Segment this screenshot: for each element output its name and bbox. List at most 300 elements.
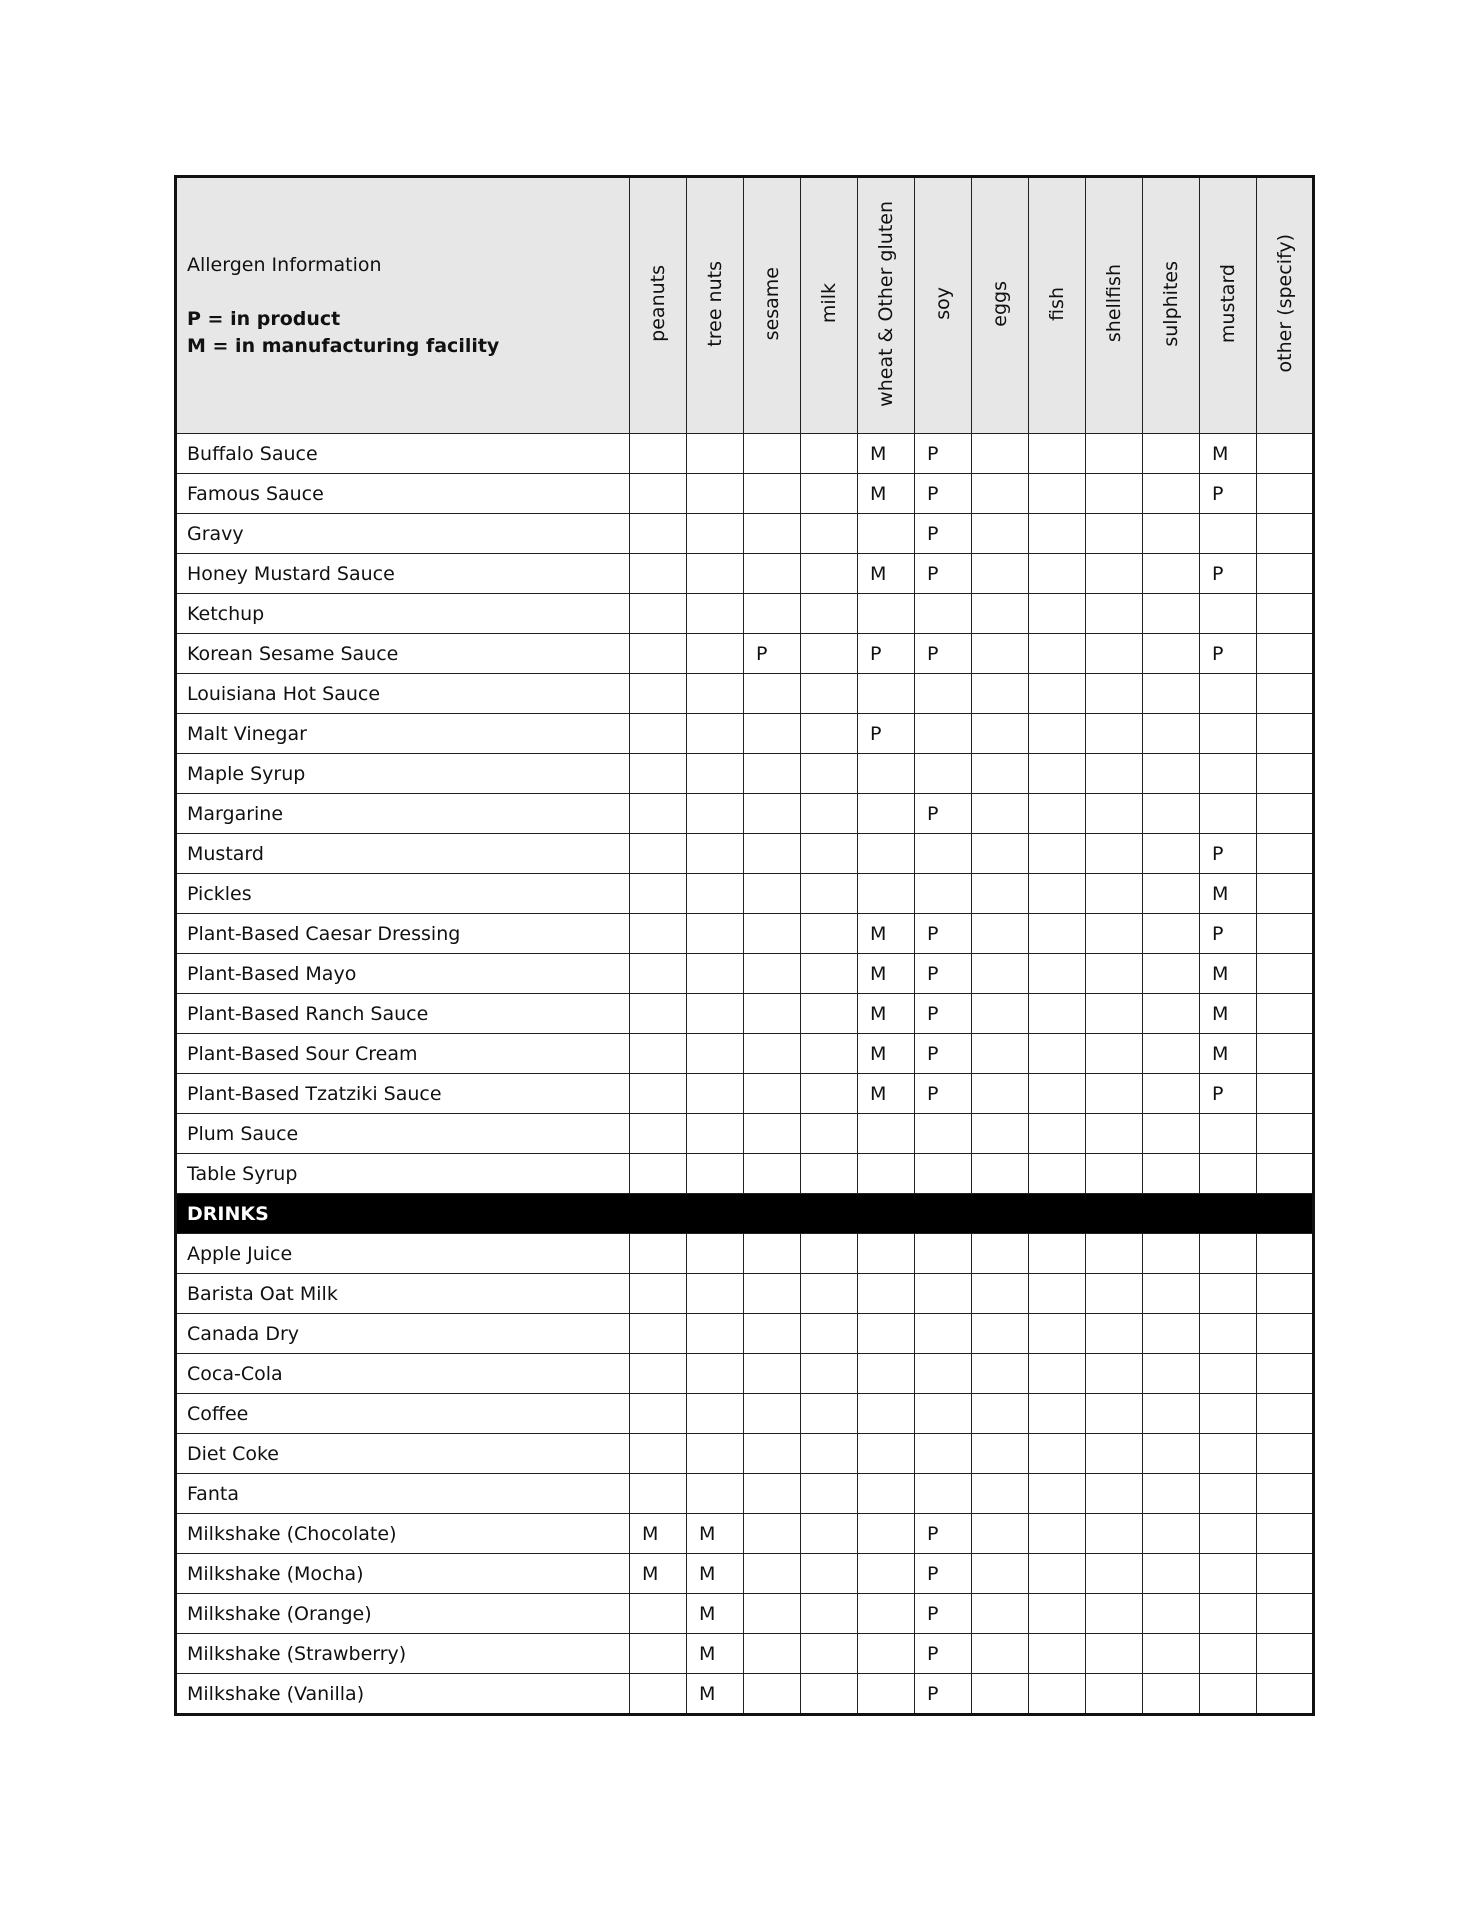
allergen-cell-wheat-other-gluten — [858, 1514, 915, 1554]
allergen-cell-tree-nuts — [687, 634, 744, 674]
allergen-cell-sesame — [744, 674, 801, 714]
table-title: Allergen Information — [187, 253, 382, 276]
allergen-cell-sesame — [744, 1274, 801, 1314]
allergen-cell-sulphites — [1143, 594, 1200, 634]
allergen-cell-sesame — [744, 1234, 801, 1274]
allergen-cell-fish — [1029, 914, 1086, 954]
allergen-cell-mustard: P — [1200, 634, 1257, 674]
allergen-cell-peanuts: M — [630, 1514, 687, 1554]
allergen-cell-soy: P — [915, 994, 972, 1034]
allergen-cell-sulphites — [1143, 674, 1200, 714]
allergen-cell-fish — [1029, 1434, 1086, 1474]
table-row — [176, 874, 1314, 914]
allergen-cell-sesame — [744, 954, 801, 994]
allergen-cell-soy — [915, 714, 972, 754]
allergen-cell-tree-nuts — [687, 1074, 744, 1114]
allergen-cell-fish — [1029, 1314, 1086, 1354]
allergen-cell-sulphites — [1143, 1154, 1200, 1194]
allergen-cell-wheat-other-gluten — [858, 1314, 915, 1354]
allergen-cell-mustard — [1200, 1674, 1257, 1715]
allergen-cell-milk — [801, 1394, 858, 1434]
allergen-cell-soy: P — [915, 1034, 972, 1074]
allergen-cell-fish — [1029, 474, 1086, 514]
allergen-cell-fish — [1029, 1594, 1086, 1634]
allergen-cell-mustard — [1200, 1434, 1257, 1474]
allergen-cell-shellfish — [1086, 714, 1143, 754]
allergen-cell-eggs — [972, 794, 1029, 834]
table-row — [176, 1154, 1314, 1194]
table-row — [176, 1674, 1314, 1715]
legend-m: M = in manufacturing facility — [187, 334, 500, 357]
allergen-cell-sulphites — [1143, 514, 1200, 554]
allergen-cell-mustard — [1200, 1394, 1257, 1434]
item-name: Buffalo Sauce — [176, 434, 630, 474]
allergen-cell-sulphites — [1143, 914, 1200, 954]
allergen-cell-other-specify — [1257, 754, 1314, 794]
allergen-cell-wheat-other-gluten — [858, 1354, 915, 1394]
allergen-cell-shellfish — [1086, 954, 1143, 994]
allergen-cell-soy: P — [915, 634, 972, 674]
allergen-cell-milk — [801, 754, 858, 794]
allergen-cell-mustard — [1200, 714, 1257, 754]
allergen-cell-tree-nuts — [687, 714, 744, 754]
allergen-label: peanuts — [647, 265, 669, 342]
allergen-cell-wheat-other-gluten — [858, 794, 915, 834]
allergen-cell-milk — [801, 1114, 858, 1154]
allergen-cell-wheat-other-gluten — [858, 594, 915, 634]
allergen-cell-milk — [801, 1634, 858, 1674]
allergen-cell-peanuts — [630, 714, 687, 754]
item-name: Plant-Based Ranch Sauce — [176, 994, 630, 1034]
allergen-cell-peanuts — [630, 554, 687, 594]
allergen-cell-sulphites — [1143, 1034, 1200, 1074]
allergen-label: tree nuts — [704, 260, 726, 347]
allergen-header-other-specify — [1257, 177, 1314, 434]
allergen-cell-tree-nuts: M — [687, 1634, 744, 1674]
allergen-cell-shellfish — [1086, 1234, 1143, 1274]
legend-p: P = in product — [187, 307, 341, 330]
allergen-cell-sulphites — [1143, 554, 1200, 594]
table-row — [176, 714, 1314, 754]
allergen-cell-tree-nuts — [687, 1034, 744, 1074]
allergen-cell-fish — [1029, 954, 1086, 994]
allergen-cell-eggs — [972, 1674, 1029, 1715]
allergen-cell-sesame — [744, 754, 801, 794]
item-name: Louisiana Hot Sauce — [176, 674, 630, 714]
allergen-cell-other-specify — [1257, 1314, 1314, 1354]
allergen-cell-milk — [801, 1074, 858, 1114]
allergen-cell-tree-nuts — [687, 914, 744, 954]
allergen-cell-sulphites — [1143, 434, 1200, 474]
allergen-cell-peanuts — [630, 1234, 687, 1274]
item-name: Plant-Based Caesar Dressing — [176, 914, 630, 954]
allergen-cell-other-specify — [1257, 1554, 1314, 1594]
allergen-cell-tree-nuts — [687, 954, 744, 994]
allergen-cell-mustard — [1200, 794, 1257, 834]
table-row — [176, 1514, 1314, 1554]
allergen-cell-other-specify — [1257, 1354, 1314, 1394]
allergen-cell-sesame — [744, 1074, 801, 1114]
allergen-cell-other-specify — [1257, 954, 1314, 994]
allergen-cell-fish — [1029, 1234, 1086, 1274]
allergen-cell-eggs — [972, 1594, 1029, 1634]
allergen-cell-shellfish — [1086, 914, 1143, 954]
table-row — [176, 594, 1314, 634]
allergen-cell-other-specify — [1257, 1634, 1314, 1674]
allergen-cell-milk — [801, 474, 858, 514]
allergen-cell-sulphites — [1143, 994, 1200, 1034]
allergen-cell-other-specify — [1257, 914, 1314, 954]
allergen-cell-tree-nuts — [687, 794, 744, 834]
allergen-cell-soy — [915, 1434, 972, 1474]
allergen-cell-sesame — [744, 1154, 801, 1194]
allergen-cell-other-specify — [1257, 714, 1314, 754]
item-name: Gravy — [176, 514, 630, 554]
allergen-cell-eggs — [972, 1394, 1029, 1434]
allergen-cell-eggs — [972, 914, 1029, 954]
allergen-cell-mustard — [1200, 1114, 1257, 1154]
allergen-cell-mustard — [1200, 1514, 1257, 1554]
allergen-cell-fish — [1029, 1674, 1086, 1715]
allergen-cell-soy — [915, 594, 972, 634]
table-row — [176, 1554, 1314, 1594]
allergen-cell-sulphites — [1143, 1674, 1200, 1715]
item-name: Barista Oat Milk — [176, 1274, 630, 1314]
item-name: Plant-Based Mayo — [176, 954, 630, 994]
allergen-cell-milk — [801, 834, 858, 874]
table-row — [176, 674, 1314, 714]
allergen-cell-sesame — [744, 714, 801, 754]
allergen-cell-other-specify — [1257, 874, 1314, 914]
allergen-cell-tree-nuts — [687, 1314, 744, 1354]
item-name: Canada Dry — [176, 1314, 630, 1354]
allergen-cell-milk — [801, 1034, 858, 1074]
item-name: Milkshake (Vanilla) — [176, 1674, 630, 1715]
allergen-cell-soy: P — [915, 514, 972, 554]
allergen-cell-other-specify — [1257, 514, 1314, 554]
allergen-cell-other-specify — [1257, 1234, 1314, 1274]
item-name: Mustard — [176, 834, 630, 874]
allergen-cell-sulphites — [1143, 1554, 1200, 1594]
allergen-label: other (specify) — [1273, 234, 1296, 373]
allergen-cell-mustard — [1200, 1274, 1257, 1314]
allergen-cell-eggs — [972, 834, 1029, 874]
allergen-cell-milk — [801, 1594, 858, 1634]
header-title-cell — [176, 177, 630, 434]
allergen-cell-shellfish — [1086, 794, 1143, 834]
allergen-cell-shellfish — [1086, 1314, 1143, 1354]
table-row — [176, 954, 1314, 994]
item-name: Honey Mustard Sauce — [176, 554, 630, 594]
table-body — [176, 434, 1314, 1715]
allergen-cell-other-specify — [1257, 1474, 1314, 1514]
table-row — [176, 634, 1314, 674]
allergen-cell-shellfish — [1086, 554, 1143, 594]
allergen-cell-soy: P — [915, 914, 972, 954]
allergen-cell-shellfish — [1086, 1594, 1143, 1634]
table-row — [176, 834, 1314, 874]
allergen-cell-tree-nuts — [687, 834, 744, 874]
allergen-cell-other-specify — [1257, 554, 1314, 594]
allergen-cell-sulphites — [1143, 1234, 1200, 1274]
allergen-cell-peanuts — [630, 994, 687, 1034]
allergen-cell-wheat-other-gluten — [858, 1114, 915, 1154]
allergen-cell-milk — [801, 794, 858, 834]
allergen-cell-wheat-other-gluten: M — [858, 434, 915, 474]
allergen-cell-tree-nuts — [687, 594, 744, 634]
allergen-cell-shellfish — [1086, 1354, 1143, 1394]
allergen-cell-sesame — [744, 1034, 801, 1074]
allergen-cell-peanuts — [630, 1034, 687, 1074]
allergen-cell-wheat-other-gluten — [858, 874, 915, 914]
allergen-cell-sulphites — [1143, 474, 1200, 514]
allergen-cell-other-specify — [1257, 1074, 1314, 1114]
allergen-cell-sesame — [744, 1354, 801, 1394]
allergen-cell-shellfish — [1086, 1554, 1143, 1594]
allergen-cell-wheat-other-gluten: P — [858, 714, 915, 754]
allergen-cell-wheat-other-gluten: M — [858, 954, 915, 994]
allergen-cell-fish — [1029, 1074, 1086, 1114]
allergen-cell-other-specify — [1257, 834, 1314, 874]
allergen-cell-sesame — [744, 1674, 801, 1715]
allergen-cell-other-specify — [1257, 1274, 1314, 1314]
allergen-cell-eggs — [972, 474, 1029, 514]
allergen-cell-sulphites — [1143, 1114, 1200, 1154]
allergen-cell-other-specify — [1257, 674, 1314, 714]
allergen-cell-shellfish — [1086, 1474, 1143, 1514]
allergen-cell-sulphites — [1143, 1354, 1200, 1394]
allergen-cell-peanuts — [630, 1114, 687, 1154]
allergen-cell-mustard — [1200, 1474, 1257, 1514]
allergen-cell-other-specify — [1257, 594, 1314, 634]
allergen-cell-shellfish — [1086, 1434, 1143, 1474]
allergen-cell-wheat-other-gluten — [858, 834, 915, 874]
allergen-cell-mustard — [1200, 514, 1257, 554]
allergen-cell-sesame — [744, 1594, 801, 1634]
allergen-cell-wheat-other-gluten: M — [858, 554, 915, 594]
allergen-cell-milk — [801, 1514, 858, 1554]
allergen-cell-peanuts — [630, 1314, 687, 1354]
table-row — [176, 1114, 1314, 1154]
allergen-cell-other-specify — [1257, 794, 1314, 834]
allergen-cell-sulphites — [1143, 714, 1200, 754]
allergen-cell-milk — [801, 1354, 858, 1394]
table-row — [176, 514, 1314, 554]
allergen-cell-mustard: P — [1200, 554, 1257, 594]
allergen-cell-sulphites — [1143, 1634, 1200, 1674]
allergen-cell-eggs — [972, 1474, 1029, 1514]
allergen-cell-sesame — [744, 1554, 801, 1594]
allergen-cell-soy — [915, 1234, 972, 1274]
allergen-cell-mustard — [1200, 1634, 1257, 1674]
allergen-cell-tree-nuts: M — [687, 1674, 744, 1715]
allergen-cell-sesame — [744, 1474, 801, 1514]
allergen-cell-tree-nuts — [687, 1354, 744, 1394]
allergen-cell-mustard — [1200, 1554, 1257, 1594]
table-row — [176, 994, 1314, 1034]
allergen-cell-peanuts — [630, 1674, 687, 1715]
allergen-cell-peanuts — [630, 474, 687, 514]
allergen-cell-fish — [1029, 1114, 1086, 1154]
allergen-cell-shellfish — [1086, 1034, 1143, 1074]
allergen-cell-sesame — [744, 474, 801, 514]
allergen-header-shellfish — [1086, 177, 1143, 434]
allergen-cell-mustard — [1200, 1594, 1257, 1634]
allergen-cell-eggs — [972, 1314, 1029, 1354]
allergen-cell-shellfish — [1086, 1394, 1143, 1434]
allergen-cell-peanuts — [630, 1594, 687, 1634]
allergen-cell-peanuts — [630, 1474, 687, 1514]
allergen-cell-soy — [915, 1354, 972, 1394]
allergen-cell-shellfish — [1086, 1634, 1143, 1674]
allergen-cell-milk — [801, 594, 858, 634]
allergen-cell-fish — [1029, 1354, 1086, 1394]
allergen-cell-peanuts — [630, 1394, 687, 1434]
allergen-cell-peanuts — [630, 954, 687, 994]
allergen-cell-shellfish — [1086, 834, 1143, 874]
allergen-cell-mustard: M — [1200, 954, 1257, 994]
allergen-cell-sesame — [744, 994, 801, 1034]
allergen-cell-mustard — [1200, 1234, 1257, 1274]
table-row — [176, 474, 1314, 514]
allergen-cell-tree-nuts: M — [687, 1594, 744, 1634]
allergen-cell-other-specify — [1257, 434, 1314, 474]
item-name: Korean Sesame Sauce — [176, 634, 630, 674]
allergen-cell-fish — [1029, 514, 1086, 554]
allergen-cell-sulphites — [1143, 1394, 1200, 1434]
allergen-cell-wheat-other-gluten: P — [858, 634, 915, 674]
allergen-cell-sesame — [744, 1634, 801, 1674]
allergen-cell-tree-nuts: M — [687, 1554, 744, 1594]
allergen-cell-eggs — [972, 1274, 1029, 1314]
allergen-cell-sulphites — [1143, 1314, 1200, 1354]
allergen-cell-wheat-other-gluten — [858, 1234, 915, 1274]
allergen-cell-shellfish — [1086, 874, 1143, 914]
allergen-cell-eggs — [972, 874, 1029, 914]
allergen-table — [174, 175, 1315, 1716]
allergen-cell-milk — [801, 994, 858, 1034]
allergen-cell-mustard — [1200, 1314, 1257, 1354]
allergen-cell-mustard: P — [1200, 474, 1257, 514]
allergen-header-sulphites — [1143, 177, 1200, 434]
allergen-cell-fish — [1029, 1554, 1086, 1594]
allergen-cell-mustard: M — [1200, 874, 1257, 914]
allergen-cell-eggs — [972, 674, 1029, 714]
allergen-cell-peanuts — [630, 914, 687, 954]
allergen-cell-milk — [801, 874, 858, 914]
allergen-cell-fish — [1029, 754, 1086, 794]
table-row — [176, 1354, 1314, 1394]
section-header-row — [176, 1194, 1314, 1234]
allergen-cell-peanuts — [630, 434, 687, 474]
allergen-cell-eggs — [972, 714, 1029, 754]
allergen-cell-eggs — [972, 1354, 1029, 1394]
allergen-cell-other-specify — [1257, 1394, 1314, 1434]
allergen-cell-soy — [915, 1394, 972, 1434]
allergen-header-sesame — [744, 177, 801, 434]
allergen-cell-sulphites — [1143, 1594, 1200, 1634]
allergen-cell-tree-nuts — [687, 874, 744, 914]
allergen-cell-sulphites — [1143, 1434, 1200, 1474]
allergen-cell-fish — [1029, 794, 1086, 834]
allergen-cell-soy — [915, 754, 972, 794]
allergen-cell-tree-nuts — [687, 1434, 744, 1474]
allergen-cell-mustard — [1200, 674, 1257, 714]
allergen-cell-other-specify — [1257, 1154, 1314, 1194]
allergen-cell-peanuts — [630, 834, 687, 874]
item-name: Apple Juice — [176, 1234, 630, 1274]
allergen-label: milk — [818, 283, 840, 324]
allergen-cell-sulphites — [1143, 794, 1200, 834]
allergen-cell-other-specify — [1257, 474, 1314, 514]
allergen-label: shellfish — [1103, 264, 1125, 343]
allergen-cell-wheat-other-gluten — [858, 1434, 915, 1474]
allergen-cell-milk — [801, 1274, 858, 1314]
table-row — [176, 1594, 1314, 1634]
allergen-cell-eggs — [972, 954, 1029, 994]
allergen-cell-fish — [1029, 874, 1086, 914]
allergen-cell-fish — [1029, 1514, 1086, 1554]
allergen-cell-eggs — [972, 1634, 1029, 1674]
allergen-cell-wheat-other-gluten: M — [858, 1034, 915, 1074]
allergen-cell-eggs — [972, 1434, 1029, 1474]
table-row — [176, 1274, 1314, 1314]
allergen-cell-tree-nuts — [687, 554, 744, 594]
allergen-cell-shellfish — [1086, 634, 1143, 674]
allergen-cell-soy — [915, 674, 972, 714]
allergen-cell-milk — [801, 1434, 858, 1474]
allergen-cell-eggs — [972, 1074, 1029, 1114]
table-row — [176, 1474, 1314, 1514]
table-row — [176, 434, 1314, 474]
allergen-cell-other-specify — [1257, 1674, 1314, 1715]
item-name: Plant-Based Tzatziki Sauce — [176, 1074, 630, 1114]
table-row — [176, 1234, 1314, 1274]
allergen-cell-wheat-other-gluten — [858, 1634, 915, 1674]
allergen-cell-wheat-other-gluten — [858, 1394, 915, 1434]
allergen-cell-wheat-other-gluten — [858, 1154, 915, 1194]
allergen-cell-soy: P — [915, 554, 972, 594]
allergen-cell-sesame — [744, 1394, 801, 1434]
allergen-cell-tree-nuts — [687, 1274, 744, 1314]
allergen-cell-milk — [801, 434, 858, 474]
allergen-cell-shellfish — [1086, 994, 1143, 1034]
allergen-cell-sulphites — [1143, 634, 1200, 674]
section-header: DRINKS — [176, 1194, 1314, 1234]
allergen-cell-soy: P — [915, 794, 972, 834]
table-row — [176, 1034, 1314, 1074]
allergen-cell-fish — [1029, 594, 1086, 634]
allergen-cell-milk — [801, 634, 858, 674]
allergen-cell-fish — [1029, 1154, 1086, 1194]
allergen-cell-sulphites — [1143, 834, 1200, 874]
allergen-cell-wheat-other-gluten: M — [858, 914, 915, 954]
item-name: Milkshake (Orange) — [176, 1594, 630, 1634]
allergen-cell-peanuts — [630, 674, 687, 714]
allergen-cell-shellfish — [1086, 1274, 1143, 1314]
item-name: Coca-Cola — [176, 1354, 630, 1394]
allergen-cell-peanuts — [630, 634, 687, 674]
allergen-cell-milk — [801, 1314, 858, 1354]
allergen-cell-mustard — [1200, 1354, 1257, 1394]
allergen-cell-tree-nuts — [687, 1154, 744, 1194]
allergen-cell-milk — [801, 914, 858, 954]
allergen-cell-milk — [801, 954, 858, 994]
allergen-cell-fish — [1029, 834, 1086, 874]
allergen-cell-sulphites — [1143, 1514, 1200, 1554]
allergen-cell-eggs — [972, 634, 1029, 674]
allergen-cell-tree-nuts — [687, 1114, 744, 1154]
